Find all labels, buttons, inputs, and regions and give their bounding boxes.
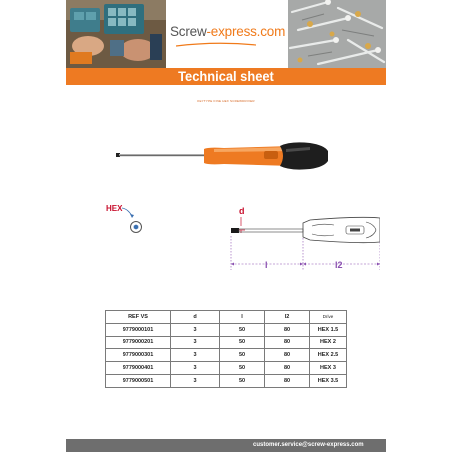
l-label: l (265, 260, 268, 270)
table-row (106, 362, 347, 375)
cell-l: 50 (220, 374, 265, 387)
screwdriver-photo (114, 137, 338, 177)
table-row (106, 336, 347, 349)
cell-d: 3 (171, 323, 220, 336)
hex-label: HEX (106, 204, 123, 213)
cell-drive: HEX 3 (310, 362, 347, 375)
cell-l2: 80 (265, 374, 310, 387)
cell-ref: 9779000401 (106, 362, 171, 375)
logo-swoosh (176, 42, 256, 48)
header-drive: Drive (310, 311, 347, 324)
header-l: l (220, 311, 265, 324)
cell-l: 50 (220, 323, 265, 336)
product-name: KEYTYPE FINE HEX SCREWDRIVER (197, 99, 255, 103)
footer-email: customer.service@screw-express.com (253, 442, 364, 448)
cell-drive: HEX 1.5 (310, 323, 347, 336)
cell-l2: 80 (265, 336, 310, 349)
logo-accent-text: -express.com (206, 24, 286, 39)
screw-express-logo (170, 24, 288, 44)
cell-drive: HEX 2.5 (310, 349, 347, 362)
screwdriver-outline (231, 217, 380, 242)
cell-l: 50 (220, 336, 265, 349)
technical-sheet-page (66, 0, 386, 452)
logo-main-text: Screw (170, 24, 207, 39)
l2-label: l2 (335, 260, 343, 270)
cell-ref: 9779000101 (106, 323, 171, 336)
dimension-diagram (100, 196, 380, 276)
cell-d: 3 (171, 349, 220, 362)
table-row (106, 323, 347, 336)
table-row (106, 349, 347, 362)
specs-table (105, 310, 347, 388)
table-header-row (106, 311, 347, 324)
cell-l2: 80 (265, 323, 310, 336)
cell-ref: 9779000201 (106, 336, 171, 349)
d-label: d (239, 206, 245, 216)
cell-d: 3 (171, 362, 220, 375)
workbench-photo (66, 0, 166, 68)
cell-l2: 80 (265, 362, 310, 375)
hex-callout (106, 204, 142, 233)
cell-ref: 9779000301 (106, 349, 171, 362)
header-d: d (171, 311, 220, 324)
header-ref: REF VS (106, 311, 171, 324)
cell-ref: 9779000501 (106, 374, 171, 387)
header-banner (66, 0, 386, 68)
header-l2: l2 (265, 311, 310, 324)
screws-photo (288, 0, 386, 68)
cell-d: 3 (171, 374, 220, 387)
table-row (106, 374, 347, 387)
cell-drive: HEX 3.5 (310, 374, 347, 387)
cell-d: 3 (171, 336, 220, 349)
cell-drive: HEX 2 (310, 336, 347, 349)
cell-l: 50 (220, 349, 265, 362)
page-title: Technical sheet (178, 68, 274, 84)
cell-l2: 80 (265, 349, 310, 362)
cell-l: 50 (220, 362, 265, 375)
